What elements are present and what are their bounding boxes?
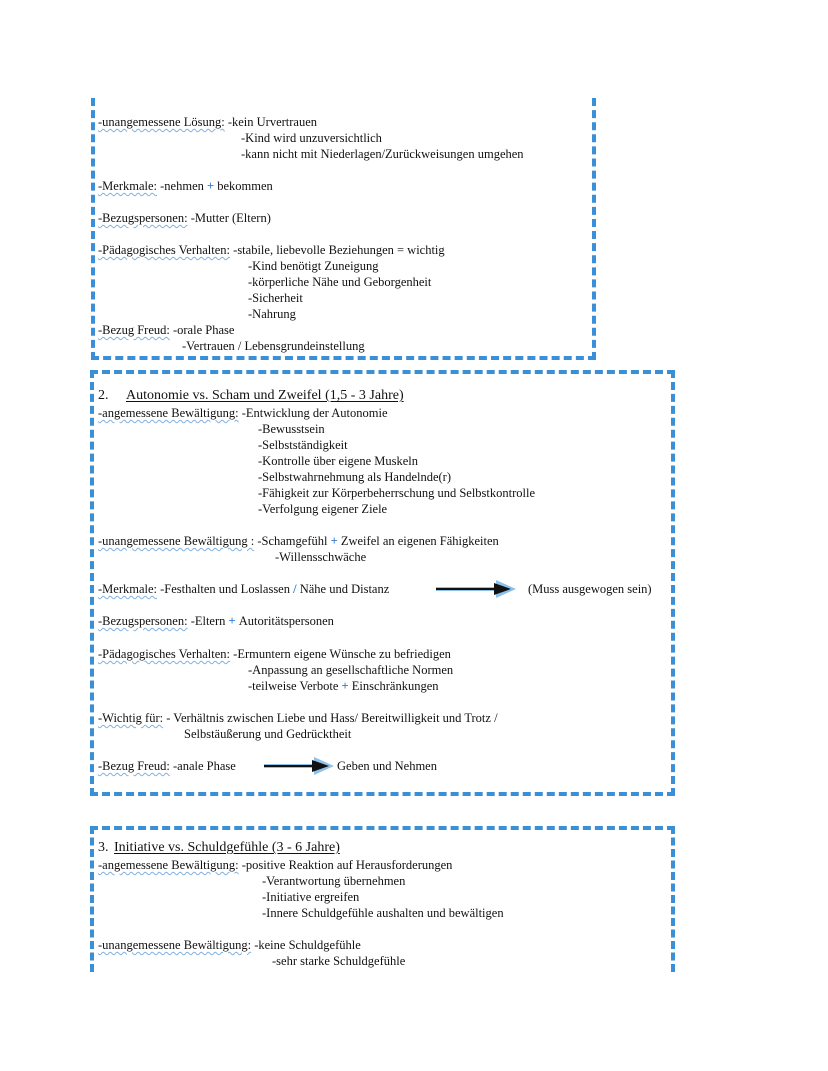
b2-heading-number: 2. <box>98 388 109 403</box>
plus-sign: + <box>327 534 341 548</box>
arrow-right-icon <box>436 578 518 600</box>
b1-line-3: -kann nicht mit Niederlagen/Zurückweisungen umgehen <box>241 147 524 161</box>
b2-label-wichtig: -Wichtig für: <box>98 711 164 725</box>
plus-sign: + <box>338 679 352 693</box>
b2-line-10: -Merkmale: -Festhalten und Loslassen / Nähe und Distanz <box>98 582 390 596</box>
b2-heading <box>98 388 404 404</box>
b1-line-5: -Bezugspersonen: -Mutter (Eltern) <box>98 211 271 225</box>
b3-heading <box>98 840 340 856</box>
b2-line-5: -Selbstwahrnehmung als Handelnde(r) <box>258 470 451 484</box>
b2-label-paedagogisch: -Pädagogisches Verhalten: <box>98 647 231 661</box>
b2-line-1: -angemessene Bewältigung: -Entwicklung der Autonomie <box>98 406 388 420</box>
b1-line-10: -Nahrung <box>248 307 296 321</box>
arrow-right-icon <box>264 755 336 777</box>
b2-line-14: -teilweise Verbote + Einschränkungen <box>248 679 439 693</box>
b1-label-bezugspersonen: -Bezugspersonen: <box>98 211 188 225</box>
b2-line-9: -Willensschwäche <box>275 550 367 564</box>
b2-freud-note: Geben und Nehmen <box>337 759 437 773</box>
b1-line-9: -Sicherheit <box>248 291 303 305</box>
b2-line-17: -Bezug Freud: -anale Phase <box>98 759 236 773</box>
b2-label-unangemessene: -unangemessene Bewältigung : <box>98 534 255 548</box>
plus-sign: + <box>225 614 239 628</box>
b2-line-2: -Bewusstsein <box>258 422 325 436</box>
b2-line-3: -Selbstständigkeit <box>258 438 348 452</box>
b3-heading-number: 3. <box>98 840 109 855</box>
b2-line-11: -Bezugspersonen: -Eltern + Autoritätspersonen <box>98 614 334 628</box>
b2-heading-title: Autonomie vs. Scham und Zweifel (1,5 - 3 Jahre) <box>126 388 404 403</box>
b1-label-merkmale: -Merkmale: <box>98 179 158 193</box>
b3-label-unangemessene: -unangemessene Bewältigung: <box>98 938 252 952</box>
b2-line-15: -Wichtig für: - Verhältnis zwischen Liebe und Hass/ Bereitwilligkeit und Trotz / <box>98 711 498 725</box>
b3-line-6: -sehr starke Schuldgefühle <box>272 954 406 968</box>
b3-heading-title: Initiative vs. Schuldgefühle (3 - 6 Jahre) <box>114 840 340 855</box>
b3-label-angemessene: -angemessene Bewältigung: <box>98 858 239 872</box>
b3-line-4: -Innere Schuldgefühle aushalten und bewältigen <box>262 906 504 920</box>
b2-line-8: -unangemessene Bewältigung : -Schamgefühl + Zweifel an eigenen Fähigkeiten <box>98 534 499 548</box>
b3-line-1: -angemessene Bewältigung: -positive Reaktion auf Herausforderungen <box>98 858 453 872</box>
b2-line-16: Selbstäußerung und Gedrücktheit <box>184 727 352 741</box>
b3-line-2: -Verantwortung übernehmen <box>262 874 406 888</box>
b1-line-11: -Bezug Freud: -orale Phase <box>98 323 235 337</box>
b3-line-3: -Initiative ergreifen <box>262 890 360 904</box>
b1-line-4: -Merkmale: -nehmen + bekommen <box>98 179 273 193</box>
b2-line-12: -Pädagogisches Verhalten: -Ermuntern eigene Wünsche zu befriedigen <box>98 647 451 661</box>
b1-label-freud: -Bezug Freud: <box>98 323 170 337</box>
b2-line-13: -Anpassung an gesellschaftliche Normen <box>248 663 454 677</box>
b1-line-2: -Kind wird unzuversichtlich <box>241 131 382 145</box>
b2-line-6: -Fähigkeit zur Körperbeherrschung und Selbstkontrolle <box>258 486 536 500</box>
b2-label-angemessene: -angemessene Bewältigung: <box>98 406 239 420</box>
slash-sign: / <box>289 582 300 596</box>
b2-label-merkmale: -Merkmale: <box>98 582 158 596</box>
b3-line-5: -unangemessene Bewältigung: -keine Schuldgefühle <box>98 938 361 952</box>
plus-sign: + <box>203 179 218 193</box>
b2-merkmale-note: (Muss ausgewogen sein) <box>528 582 652 596</box>
b1-line-6: -Pädagogisches Verhalten: -stabile, liebevolle Beziehungen = wichtig <box>98 243 445 257</box>
b2-line-4: -Kontrolle über eigene Muskeln <box>258 454 419 468</box>
b2-label-freud: -Bezug Freud: <box>98 759 170 773</box>
b1-line-7: -Kind benötigt Zuneigung <box>248 259 379 273</box>
b2-line-7: -Verfolgung eigener Ziele <box>258 502 388 516</box>
b2-label-bezugspersonen: -Bezugspersonen: <box>98 614 188 628</box>
b1-label-unangemessene: -unangemessene Lösung: <box>98 115 225 129</box>
b1-line-12: -Vertrauen / Lebensgrundeinstellung <box>182 339 365 353</box>
b1-line-8: -körperliche Nähe und Geborgenheit <box>248 275 432 289</box>
b1-label-paedagogisch: -Pädagogisches Verhalten: <box>98 243 231 257</box>
b1-line-1: -unangemessene Lösung: -kein Urvertrauen <box>98 115 318 129</box>
